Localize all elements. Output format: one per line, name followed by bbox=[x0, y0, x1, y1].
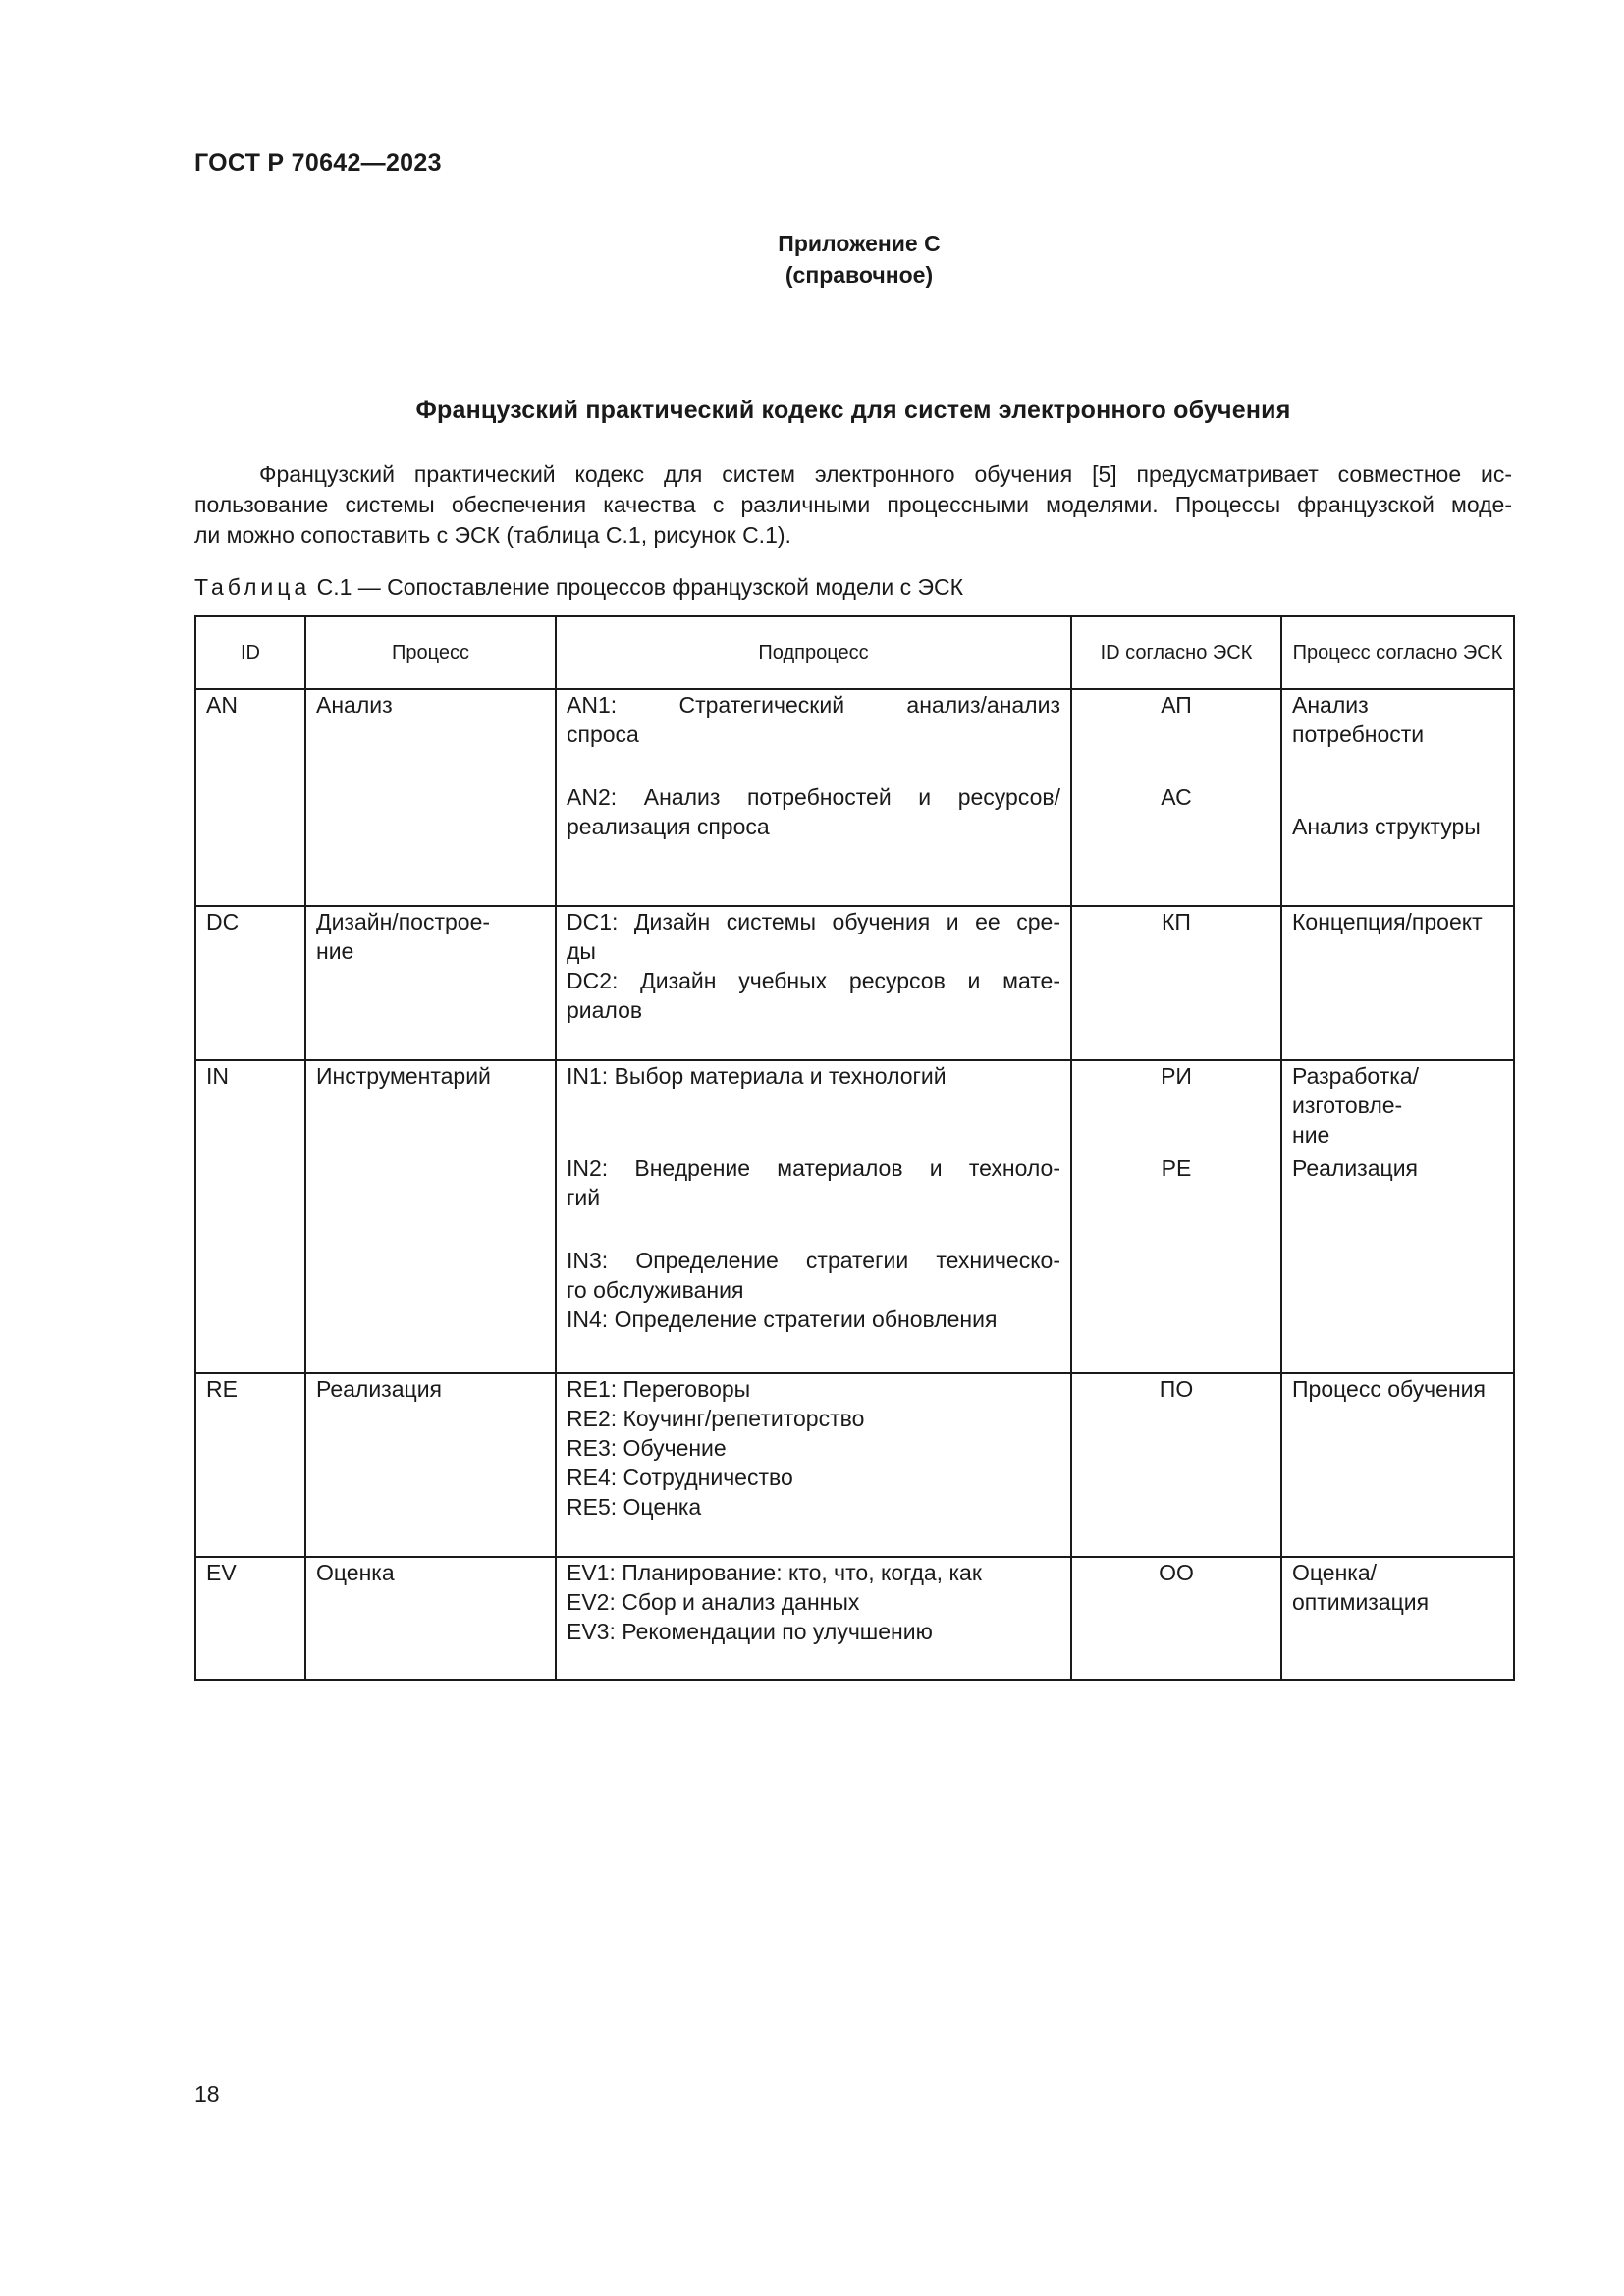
subprocess-line: IN2: Внедрение материалов и техноло- bbox=[567, 1155, 1060, 1181]
row-esk-id bbox=[1071, 689, 1281, 906]
annex-heading bbox=[0, 228, 1624, 291]
subprocess-line: EV3: Рекомендации по улучшению bbox=[567, 1619, 933, 1644]
row-subprocesses bbox=[556, 906, 1071, 1060]
esk-process-value: Разработка/изготовле- bbox=[1292, 1063, 1419, 1118]
row-esk-process: Оценка/оптимизация bbox=[1281, 1557, 1514, 1680]
subprocess-line: AN2: Анализ потребностей и ресурсов/ bbox=[567, 784, 1060, 810]
header-id: ID bbox=[195, 616, 305, 689]
esk-id-value: РЕ bbox=[1161, 1155, 1192, 1181]
subprocess-line: гий bbox=[567, 1185, 601, 1210]
table-row bbox=[195, 689, 1514, 906]
document-code: ГОСТ Р 70642—2023 bbox=[194, 149, 442, 177]
row-id: RE bbox=[195, 1373, 305, 1557]
header-esk-id: ID согласно ЭСК bbox=[1071, 616, 1281, 689]
subprocess-line: RE1: Переговоры bbox=[567, 1376, 751, 1402]
row-process bbox=[305, 906, 556, 1060]
process-line: ние bbox=[316, 938, 354, 964]
annex-title: Приложение С bbox=[778, 231, 941, 256]
subprocess-line: ды bbox=[567, 938, 596, 964]
row-process: Инструментарий bbox=[305, 1060, 556, 1373]
esk-id-value: РИ bbox=[1161, 1063, 1192, 1089]
subprocess-line: го обслуживания bbox=[567, 1277, 744, 1303]
esk-process-value: ние bbox=[1292, 1122, 1330, 1148]
row-subprocesses bbox=[556, 689, 1071, 906]
intro-line: Французский практический кодекс для систем электронного обучения [5] предусматривает совместное ис- bbox=[259, 461, 1512, 487]
subprocess-line: IN4: Определение стратегии обновления bbox=[567, 1307, 998, 1332]
intro-paragraph bbox=[194, 459, 1512, 551]
subprocess-line: спроса bbox=[567, 721, 639, 747]
row-esk-process bbox=[1281, 1060, 1514, 1373]
subprocess-line: IN3: Определение стратегии техническо- bbox=[567, 1248, 1060, 1273]
row-id: IN bbox=[195, 1060, 305, 1373]
table-row bbox=[195, 1557, 1514, 1680]
row-esk-id: ОО bbox=[1071, 1557, 1281, 1680]
row-subprocesses bbox=[556, 1060, 1071, 1373]
esk-process-value: Анализ потребности bbox=[1292, 692, 1425, 747]
row-id: AN bbox=[195, 689, 305, 906]
subprocess-line: RE3: Обучение bbox=[567, 1435, 727, 1461]
row-subprocesses bbox=[556, 1373, 1071, 1557]
esk-id-value: АС bbox=[1161, 784, 1192, 810]
table-caption bbox=[194, 574, 963, 601]
row-esk-process: Процесс обучения bbox=[1281, 1373, 1514, 1557]
table-row bbox=[195, 1060, 1514, 1373]
row-process: Оценка bbox=[305, 1557, 556, 1680]
row-esk-id: КП bbox=[1071, 906, 1281, 1060]
subprocess-line: EV2: Сбор и анализ данных bbox=[567, 1589, 860, 1615]
subprocess-line: DC1: Дизайн системы обучения и ее сре- bbox=[567, 909, 1060, 934]
table-row bbox=[195, 1373, 1514, 1557]
process-line: Дизайн/построе- bbox=[316, 909, 491, 934]
row-process: Анализ bbox=[305, 689, 556, 906]
subprocess-line: риалов bbox=[567, 997, 643, 1023]
row-esk-id bbox=[1071, 1060, 1281, 1373]
subprocess-line: реализация спроса bbox=[567, 814, 770, 839]
header-process: Процесс bbox=[305, 616, 556, 689]
table-caption-label: Таблица bbox=[194, 574, 311, 600]
subprocess-line: AN1: Стратегический анализ/анализ bbox=[567, 692, 1060, 718]
process-mapping-table bbox=[194, 615, 1515, 1681]
subprocess-line: RE2: Коучинг/репетиторство bbox=[567, 1406, 865, 1431]
row-process: Реализация bbox=[305, 1373, 556, 1557]
row-esk-process: Концепция/проект bbox=[1281, 906, 1514, 1060]
row-id: DC bbox=[195, 906, 305, 1060]
esk-process-value: Реализация bbox=[1292, 1155, 1418, 1181]
table-row bbox=[195, 906, 1514, 1060]
table-header-row bbox=[195, 616, 1514, 689]
header-subprocess: Подпроцесс bbox=[556, 616, 1071, 689]
page-number: 18 bbox=[194, 2081, 220, 2107]
subprocess-line: DC2: Дизайн учебных ресурсов и мате- bbox=[567, 968, 1060, 993]
table-caption-text: С.1 — Сопоставление процессов французской модели с ЭСК bbox=[316, 574, 964, 600]
annex-subtitle: (справочное) bbox=[785, 262, 934, 288]
row-esk-process bbox=[1281, 689, 1514, 906]
row-subprocesses bbox=[556, 1557, 1071, 1680]
header-esk-process: Процесс согласно ЭСК bbox=[1281, 616, 1514, 689]
subprocess-line: RE4: Сотрудничество bbox=[567, 1465, 793, 1490]
intro-line: пользование системы обеспечения качества с различными процессными моделями. Процессы французской моде- bbox=[194, 492, 1512, 517]
esk-process-value: Анализ структуры bbox=[1292, 814, 1481, 839]
intro-line: ли можно сопоставить с ЭСК (таблица С.1, рисунок С.1). bbox=[194, 522, 791, 548]
section-title: Французский практический кодекс для систем электронного обучения bbox=[415, 397, 1291, 424]
row-esk-id: ПО bbox=[1071, 1373, 1281, 1557]
subprocess-line: IN1: Выбор материала и технологий bbox=[567, 1063, 947, 1089]
row-id: EV bbox=[195, 1557, 305, 1680]
subprocess-line: RE5: Оценка bbox=[567, 1494, 702, 1520]
subprocess-line: EV1: Планирование: кто, что, когда, как bbox=[567, 1560, 982, 1585]
esk-id-value: АП bbox=[1161, 692, 1192, 718]
